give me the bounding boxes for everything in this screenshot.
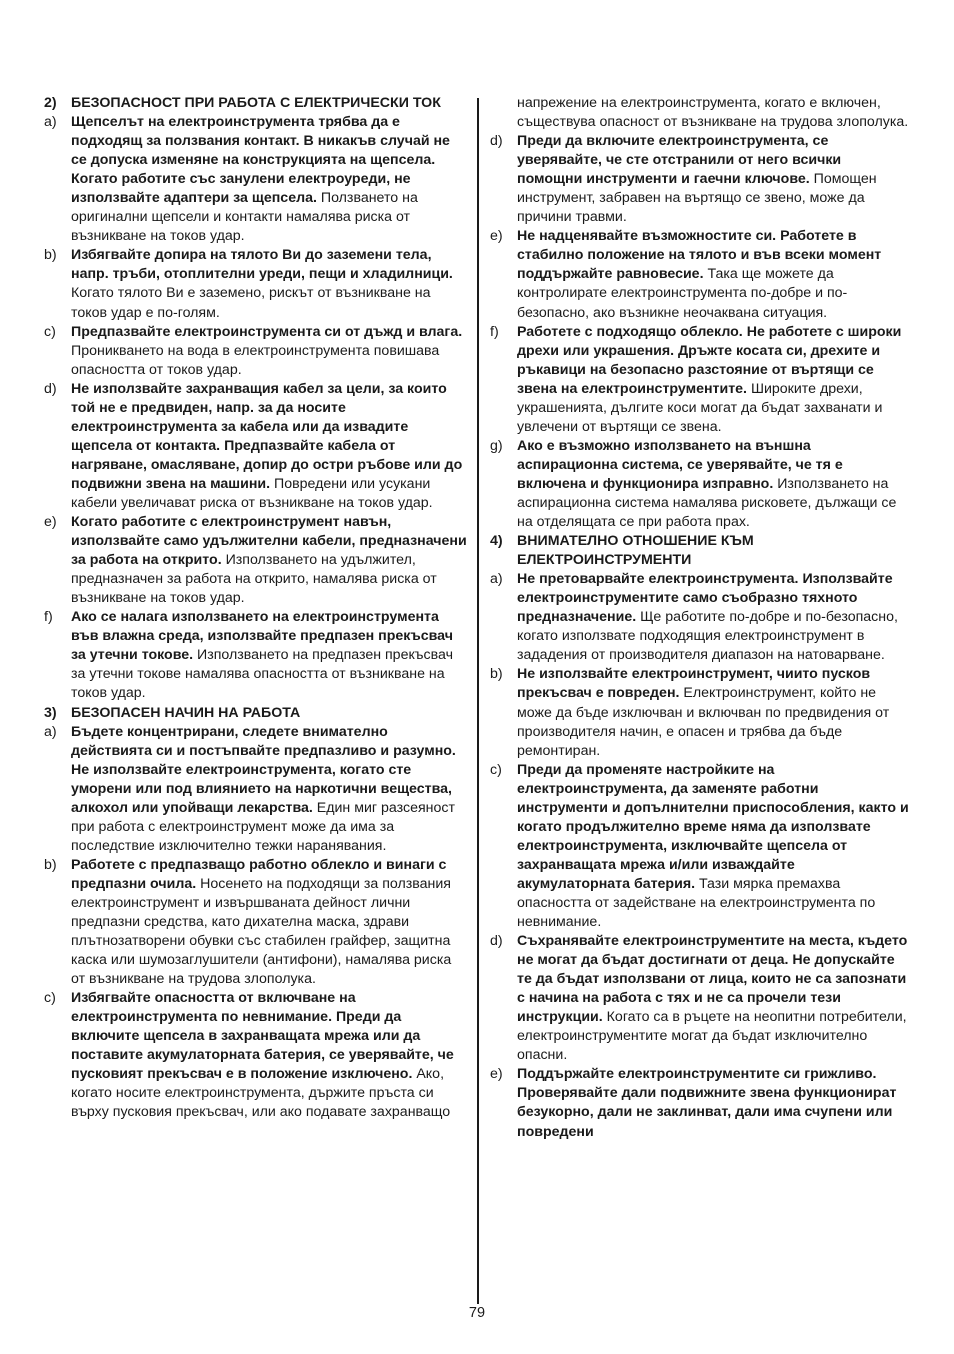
list-item <box>44 323 467 380</box>
item-text: Проникването на вода в електроинструмента повишава опасността от токов удар. <box>71 342 440 378</box>
item-letter: b) <box>44 856 57 873</box>
item-bold-text: Преди да променяте настройките на електроинструмента, да заменяте работни инструменти и допълнителни приспособления, както и когато продължително време няма да използвате електроинструмента, изключвайте щепсела от захранващата мрежа и/или изваждайте акумулаторната батерия. <box>517 761 909 892</box>
item-letter: e) <box>490 1066 503 1083</box>
item-bold-text: Не използвайте захранващия кабел за цели, за които той не е предвиден, напр. за да носите електроинструмента за кабела или да извадите щепсела от контакта. Предпазвайте кабела от нагряване, омасляване, допир до остри ръбове или до подвижни звена на машини. <box>71 380 463 492</box>
item-body <box>71 323 467 380</box>
item-body <box>71 113 467 246</box>
item-letter: d) <box>490 133 503 150</box>
item-letter: c) <box>44 990 56 1007</box>
item-letter: f) <box>490 323 499 340</box>
item-letter: c) <box>44 323 56 340</box>
item-body <box>71 608 467 703</box>
left-column <box>44 94 467 1123</box>
section-heading <box>44 94 467 113</box>
item-bold-text: Бъдете концентрирани, следете внимателно действията си и постъпвайте предпазливо и разумно. Не използвайте електроинструмента, когато сте уморени или под влиянието на наркотични вещества, алкохол или упойващи лекарства. <box>71 723 456 816</box>
list-item <box>490 323 910 437</box>
item-body <box>517 761 910 932</box>
item-body <box>71 989 467 1122</box>
item-body <box>71 246 467 322</box>
item-letter: c) <box>490 761 502 778</box>
item-text: Ако, когато носите електроинструмента, държите пръста си върху пусковия прекъсвач, или ако подавате захранващо <box>71 1066 451 1121</box>
list-item <box>44 113 467 246</box>
list-items <box>44 723 467 1123</box>
section-heading <box>490 532 910 570</box>
item-body <box>71 723 467 856</box>
list-item <box>44 246 467 322</box>
item-text: Помощен инструмент, забравен на въртящо се звено, може да причини травми. <box>517 171 877 226</box>
list-item <box>490 932 910 1065</box>
item-body <box>517 665 910 760</box>
item-letter: a) <box>44 723 57 740</box>
item-bold-text: Работете с подходящо облекло. Не работете с широки дрехи или украшения. Дръжте косата си, дрехите и ръкавици на безопасно разстояние от въртящи се звена на електроинструментите. <box>517 323 902 397</box>
item-text: Когато са в ръцете на неопитни потребители, електроинструментите могат да бъдат изключително опасни. <box>517 1009 907 1064</box>
item-body <box>517 227 910 322</box>
item-text: Използването на аспирационна система намалява рисковете, дължащи се на отделящата се при работа прах. <box>517 475 897 531</box>
item-bold-text: Не претоварвайте електроинструмента. Използвайте електроинструментите само съобразно тяхното предназначение. <box>517 571 893 626</box>
item-body <box>517 1065 910 1141</box>
item-text: Използването на предпазен прекъсвач за утечни токове намалява опасността от възникване на токов удар. <box>71 647 453 702</box>
item-body <box>517 932 910 1065</box>
section-number: 2) <box>44 95 57 111</box>
list-item <box>44 608 467 703</box>
item-bold-text: Съхранявайте електроинструментите на места, където не могат да бъдат достигнати от деца. Не допускайте те да бъдат използвани от лица, които не са запознати с начина на работа с тях и не са прочели тези инструкции. <box>517 933 908 1026</box>
section-title: ВНИМАТЕЛНО ОТНОШЕНИЕ КЪМ ЕЛЕКТРОИНСТРУМЕНТИ <box>517 533 754 569</box>
item-bold-text: Работете с предпазващо работно облекло и винаги с предпазни очила. <box>71 856 447 892</box>
item-bold-text: Предпазвайте електроинструмента си от дъжд и влага. <box>71 323 463 340</box>
section-heading <box>44 704 467 723</box>
list-item <box>44 723 467 856</box>
column-divider <box>477 98 479 1304</box>
item-text: Един миг разсеяност при работа с електроинструмент може да има за последствие изключително тежки наранявания. <box>71 799 455 854</box>
section-number: 4) <box>490 533 503 550</box>
item-body <box>71 513 467 608</box>
item-bold-text: Избягвайте опасността от включване на електроинструмента по невнимание. Преди да включите щепсела в захранващата мрежа или да поставите акумулаторната батерия, се уверявайте, че пусковият прекъсвач е в положение изключено. <box>71 990 454 1083</box>
item-body <box>517 323 910 437</box>
list-item <box>490 132 910 227</box>
list-item <box>490 437 910 532</box>
continuation-text: напрежение на електроинструмента, когато е включен, съществува опасност от възникване на трудова злополука. <box>517 95 909 131</box>
list-items <box>490 570 910 1141</box>
list-item <box>490 227 910 322</box>
item-text: Носенето на подходящи за ползвания електроинструмент и извършваната дейност лични предпазни средства, като дихателна маска, здрави плътнозатворени обувки със стабилен грайфер, защитна каска или шумозаглушители (антифони), намалява риска от възникване на трудова злополука. <box>71 875 452 988</box>
item-bold-text: Не надценявайте възможностите си. Работете в стабилно положение на тялото и във всеки момент поддържайте равновесие. <box>517 228 882 283</box>
item-bold-text: Ако се налага използването на електроинструмента във влажна среда, използвайте предпазен прекъсвач за утечни токове. <box>71 609 453 664</box>
item-bold-text: Избягвайте допира на тялото Ви до заземени тела, напр. тръби, отоплителни уреди, пещи и хладилници. <box>71 247 453 283</box>
item-text: Ще работите по-добре и по-безопасно, когато използвате подходящия електроинструмент в зададения от производителя диапазон на натоварване. <box>517 609 898 664</box>
item-bold-text: Ако е възможно използването на външна аспирационна система, се уверявайте, че тя е включена и функционира изправно. <box>517 437 843 492</box>
item-bold-text: Преди да включите електроинструмента, се уверявайте, че сте отстранили от него всички помощни инструменти и гаечни ключове. <box>517 133 842 188</box>
item-text: Така ще можете да контролирате електроинструмента по-добре и по-безопасно, ако възникне неочаквана ситуация. <box>517 266 848 321</box>
item-bold-text: Щепселът на електроинструмента трябва да е подходящ за ползвания контакт. В никакъв случай не се допуска изменяне на конструкцията на щепсела. Когато работите със занулени електроуреди, не използвайте адаптери за щепсела. <box>71 114 450 207</box>
item-body <box>71 380 467 513</box>
section-title: БЕЗОПАСНОСТ ПРИ РАБОТА С ЕЛЕКТРИЧЕСКИ ТОК <box>71 95 441 111</box>
item-letter: e) <box>490 228 503 245</box>
list-item <box>44 513 467 608</box>
list-item <box>44 856 467 989</box>
item-body <box>517 570 910 665</box>
item-text: Широките дрехи, украшенията, дългите коси могат да бъдат захванати и увлечени от въртящи се звена. <box>517 380 883 435</box>
item-body <box>71 856 467 989</box>
item-letter: e) <box>44 514 57 531</box>
section-title: БЕЗОПАСЕН НАЧИН НА РАБОТА <box>71 704 301 721</box>
list-item <box>490 761 910 932</box>
list-items <box>44 113 467 703</box>
item-body <box>517 437 910 532</box>
item-bold-text: Поддържайте електроинструментите си грижливо. Проверявайте дали подвижните звена функционират безукорно, дали не заклинват, дали има счупени или повредени <box>517 1066 897 1140</box>
item-text: Повредени или усукани кабели увеличават риска от възникване на токов удар. <box>71 475 433 511</box>
list-item <box>44 989 467 1122</box>
list-item <box>490 1065 910 1141</box>
item-letter: g) <box>490 437 503 454</box>
item-text: Тази мярка премахва опасността от задействане на електроинструмента по невнимание. <box>517 875 876 931</box>
item-bold-text: Когато работите с електроинструмент навън, използвайте само удължителни кабели, предназначени за работа на открито. <box>71 514 467 569</box>
item-bold-text: Не използвайте електроинструмент, чиито пусков прекъсвач е повреден. <box>517 666 871 702</box>
item-letter: d) <box>490 933 503 950</box>
item-text: Електроинструмент, който не може да бъде изключван и включван по предвидения от производителя начин, е опасен и трябва да бъде ремонтиран. <box>517 685 890 759</box>
item-text: Ползването на оригинални щепсели и контакти намалява риска от възникване на токов удар. <box>71 190 418 245</box>
item-text: Когато тялото Ви е заземено, рискът от възникване на токов удар е по-голям. <box>71 285 431 321</box>
list-item <box>490 570 910 665</box>
item-letter: b) <box>490 666 503 683</box>
page-number: 79 <box>468 1305 486 1321</box>
item-body <box>517 132 910 227</box>
right-column <box>490 94 910 1142</box>
list-item <box>490 665 910 760</box>
item-letter: f) <box>44 609 53 626</box>
item-letter: a) <box>44 114 57 131</box>
section-number: 3) <box>44 704 57 721</box>
item-text: Използването на удължител, предназначен за работа на открито, намалява риска от възникване на токов удар. <box>71 552 437 607</box>
list-items <box>490 132 910 532</box>
item-letter: b) <box>44 247 57 264</box>
list-item <box>44 380 467 513</box>
item-letter: d) <box>44 380 57 397</box>
item-letter: a) <box>490 571 503 588</box>
